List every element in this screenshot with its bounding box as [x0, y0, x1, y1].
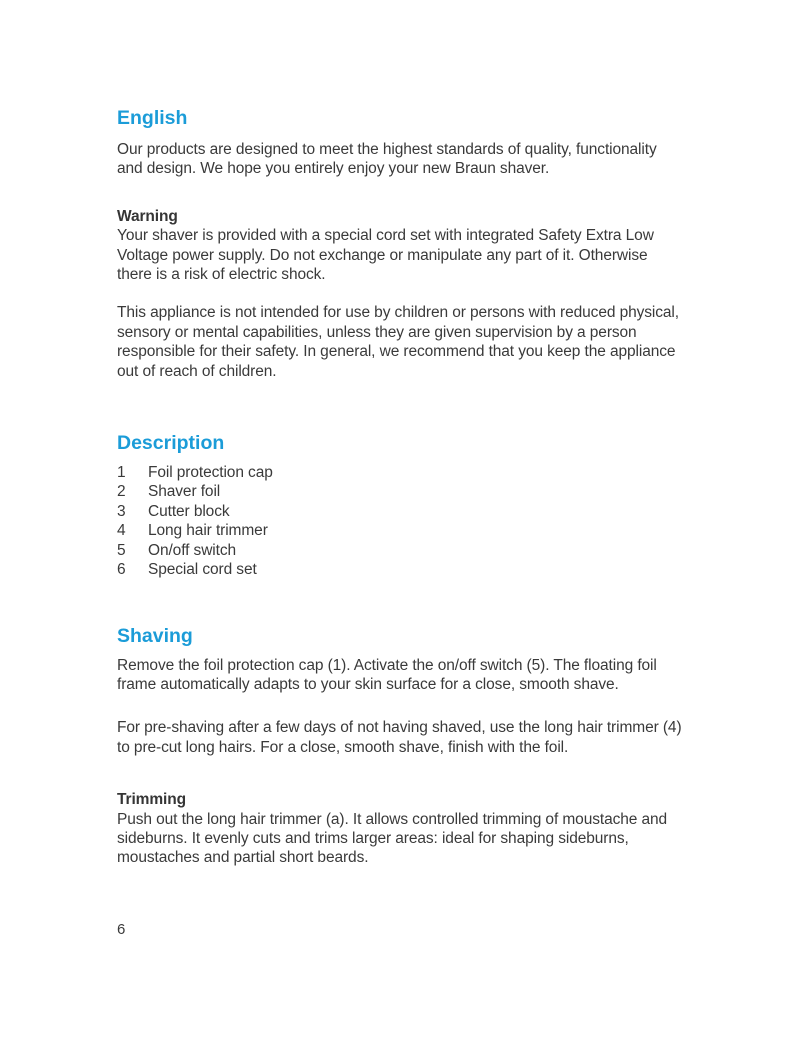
part-label: Cutter block [148, 502, 230, 520]
part-label: On/off switch [148, 541, 237, 559]
parts-list-item [117, 502, 684, 521]
part-number: 6 [117, 561, 126, 579]
part-number: 5 [117, 541, 126, 559]
part-label: Long hair trimmer [148, 522, 268, 540]
intro-paragraph: Our products are designed to meet the highest standards of quality, functionality and design. We hope you entirely enjoy your new Braun shaver. [117, 141, 657, 178]
section-heading-description: Description [117, 432, 225, 455]
part-number: 3 [117, 502, 126, 520]
parts-list-item [117, 521, 684, 540]
section-heading-shaving: Shaving [117, 624, 193, 647]
part-number: 1 [117, 464, 126, 482]
sub-heading-trimming: Trimming [117, 791, 186, 809]
part-label: Special cord set [148, 561, 257, 579]
children-safety-paragraph: This appliance is not intended for use by children or persons with reduced physical, sensory or mental capabilities, unless they are given supervision by a person responsible for their safety. In general, we recommend that you keep the appliance out of reach of children. [117, 304, 679, 380]
part-label: Shaver foil [148, 483, 221, 501]
parts-list-item [117, 560, 684, 579]
trimming-paragraph: Push out the long hair trimmer (a). It allows controlled trimming of moustache and sideburns. It evenly cuts and trims larger areas: ideal for shaping sideburns, moustaches and partial short beards. [117, 810, 668, 867]
parts-list-item [117, 482, 684, 501]
shaving-paragraph-1: Remove the foil protection cap (1). Activate the on/off switch (5). The floating foil frame automatically adapts to your skin surface for a close, smooth shave. [117, 656, 657, 693]
parts-list-item [117, 463, 684, 482]
parts-list [117, 463, 684, 579]
section-heading-english: English [117, 107, 188, 129]
sub-heading-warning: Warning [117, 207, 178, 225]
part-number: 2 [117, 483, 126, 501]
manual-page-content [117, 106, 684, 939]
page-number: 6 [117, 920, 126, 938]
part-number: 4 [117, 522, 126, 540]
part-label: Foil protection cap [148, 464, 273, 482]
parts-list-item [117, 541, 684, 560]
shaving-paragraph-2: For pre-shaving after a few days of not having shaved, use the long hair trimmer (4) to pre-cut long hairs. For a close, smooth shave, finish with the foil. [117, 719, 682, 756]
warning-paragraph: Your shaver is provided with a special cord set with integrated Safety Extra Low Voltage power supply. Do not exchange or manipulate any part of it. Otherwise there is a risk of electric shock. [117, 227, 654, 284]
